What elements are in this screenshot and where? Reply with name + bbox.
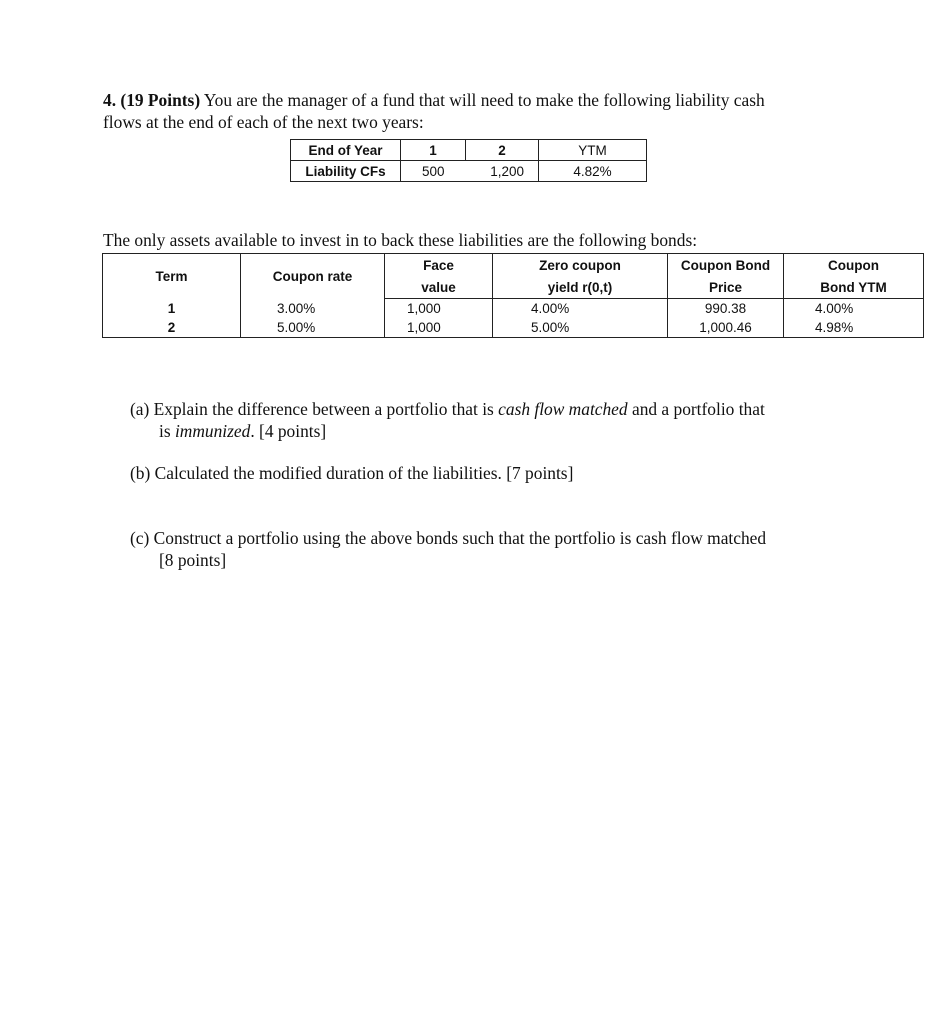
part-b-label: (b) bbox=[130, 463, 151, 483]
part-a-line2 bbox=[130, 420, 830, 442]
bond-face-value: 1,000 bbox=[385, 299, 493, 319]
table-row bbox=[103, 318, 924, 338]
liability-table bbox=[290, 139, 647, 182]
part-c-text: Construct a portfolio using the above bonds such that the portfolio is cash flow matched bbox=[153, 528, 767, 548]
bonds-table bbox=[102, 253, 924, 338]
question-text-line1: You are the manager of a fund that will need to make the following liability cash bbox=[203, 90, 765, 110]
assets-intro: The only assets available to invest in to back these liabilities are the following bonds: bbox=[103, 230, 698, 250]
part-a-emph-immunized: immunized bbox=[174, 421, 251, 441]
part-c-line2: [8 points] bbox=[159, 550, 227, 570]
liability-cfs-header: Liability CFs bbox=[291, 161, 401, 182]
part-b-text: Calculated the modified duration of the liabilities. [7 points] bbox=[154, 463, 574, 483]
bond-ytm: 4.98% bbox=[784, 318, 924, 338]
bond-zero-yield: 4.00% bbox=[493, 299, 668, 319]
part-a-emph-cash-flow-matched: cash flow matched bbox=[498, 399, 628, 419]
bond-ytm: 4.00% bbox=[784, 299, 924, 319]
part-c-label: (c) bbox=[130, 528, 150, 548]
part-a-text: Explain the difference between a portfolio that is bbox=[153, 399, 494, 419]
bond-term: 1 bbox=[103, 299, 241, 319]
question-number: 4. bbox=[103, 90, 117, 110]
year-2-header: 2 bbox=[466, 140, 539, 161]
liability-cf-year-2: 1,200 bbox=[466, 161, 539, 182]
liability-values-row bbox=[291, 161, 647, 182]
zero-coupon-header-2: yield r(0,t) bbox=[493, 276, 668, 299]
zero-coupon-header-1: Zero coupon bbox=[493, 254, 668, 277]
liability-ytm-value: 4.82% bbox=[539, 161, 647, 182]
bond-price: 1,000.46 bbox=[668, 318, 784, 338]
table-row bbox=[103, 299, 924, 319]
liability-header-row bbox=[291, 140, 647, 161]
bond-coupon-rate: 5.00% bbox=[241, 318, 385, 338]
bond-coupon-rate: 3.00% bbox=[241, 299, 385, 319]
bond-zero-yield: 5.00% bbox=[493, 318, 668, 338]
bond-face-value: 1,000 bbox=[385, 318, 493, 338]
year-1-header: 1 bbox=[401, 140, 466, 161]
part-b bbox=[130, 462, 830, 484]
part-a-line2-post: . [4 points] bbox=[250, 421, 327, 441]
end-of-year-header: End of Year bbox=[291, 140, 401, 161]
term-header: Term bbox=[103, 254, 241, 299]
question-intro bbox=[103, 89, 833, 133]
ytm-header: YTM bbox=[539, 140, 647, 161]
coupon-price-header-2: Price bbox=[668, 276, 784, 299]
coupon-rate-header: Coupon rate bbox=[241, 254, 385, 299]
bond-term: 2 bbox=[103, 318, 241, 338]
bond-price: 990.38 bbox=[668, 299, 784, 319]
part-a-text-mid: and a portfolio that bbox=[631, 399, 765, 419]
liability-cf-year-1: 500 bbox=[401, 161, 466, 182]
question-text-line2: flows at the end of each of the next two years: bbox=[103, 112, 424, 132]
coupon-price-header-1: Coupon Bond bbox=[668, 254, 784, 277]
question-points: (19 Points) bbox=[120, 90, 201, 110]
coupon-ytm-header-2: Bond YTM bbox=[784, 276, 924, 299]
part-a bbox=[130, 398, 830, 442]
part-a-line2-pre: is bbox=[159, 421, 171, 441]
bonds-header-row-1 bbox=[103, 254, 924, 277]
face-value-header-2: value bbox=[385, 276, 493, 299]
coupon-ytm-header-1: Coupon bbox=[784, 254, 924, 277]
face-value-header-1: Face bbox=[385, 254, 493, 277]
part-a-label: (a) bbox=[130, 399, 150, 419]
part-c bbox=[130, 527, 830, 571]
